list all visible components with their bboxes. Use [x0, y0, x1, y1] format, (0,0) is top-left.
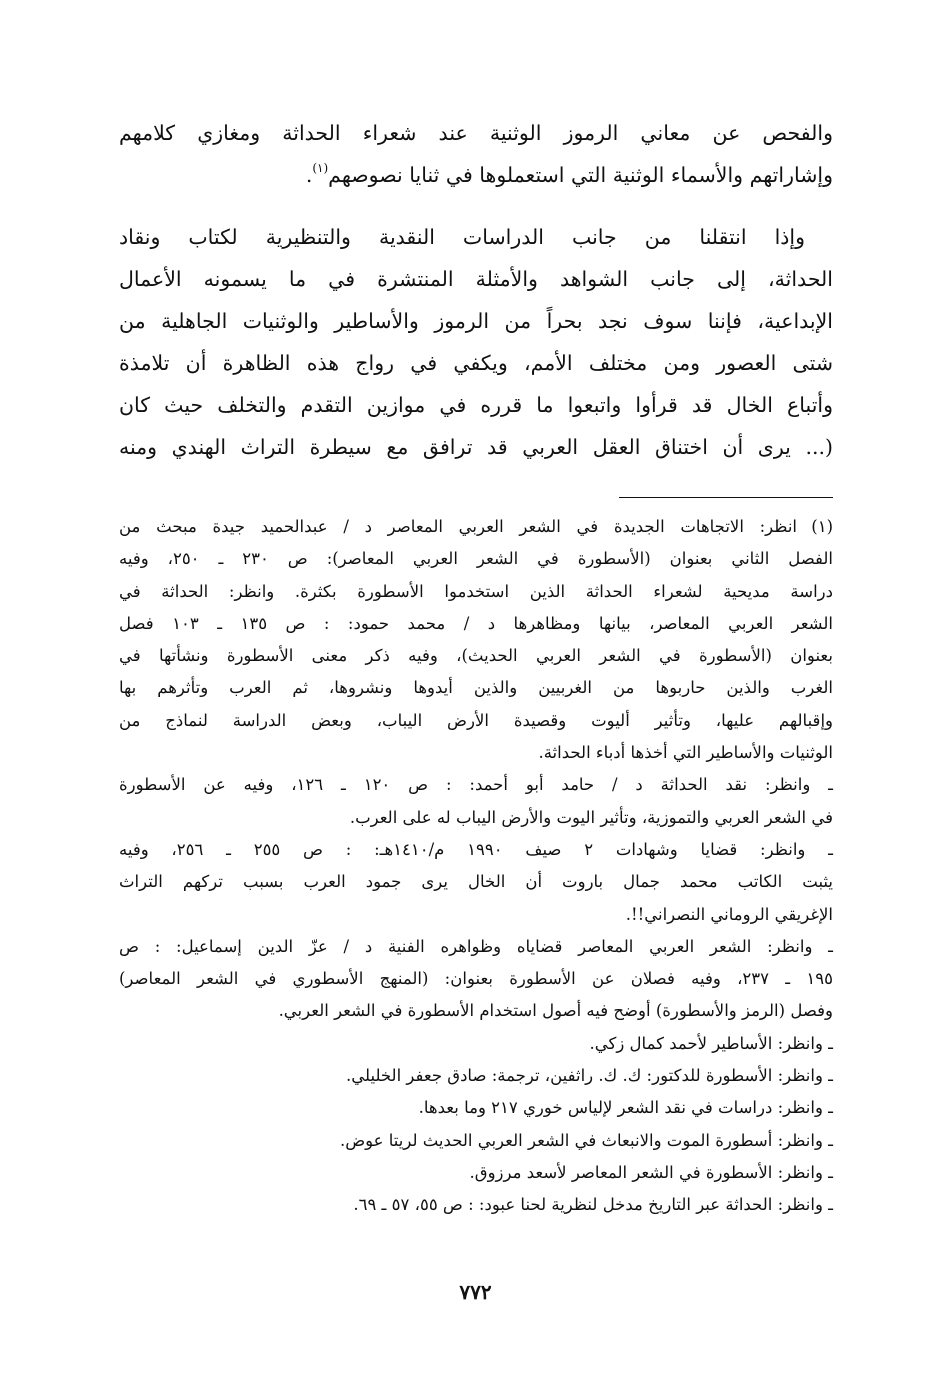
body-line-end: .	[305, 163, 313, 187]
footnote-line: ـ وانظر: الأساطير لأحمد كمال زكي.	[589, 1033, 833, 1053]
page-number: ٧٧٢	[459, 1280, 492, 1304]
footnote-line: دراسة مديحية لشعراء الحداثة الذين استخدموا الأسطورة بكثرة. وانظر: الحداثة في	[119, 581, 833, 601]
footnote-line: الغرب والذين حاربوها من الغربيين والذين أيدوها ونشروها، ثم العرب وتأثرهم بها	[119, 678, 833, 698]
footnote-line: ـ وانظر: الحداثة عبر التاريخ مدخل لنظرية لحنا عبود: : ص ٥٥، ٥٧ ـ ٦٩.	[353, 1195, 833, 1215]
body-line: الحداثة، إلى جانب الشواهد والأمثلة المنتشرة في ما يسمونه الأعمال	[119, 267, 833, 291]
footnote-line: ـ وانظر: الأسطورة للدكتور: ك. ك. راثفين، ترجمة: صادق جعفر الخليلي.	[346, 1066, 833, 1086]
body-line: (... يرى أن اختناق العقل العربي قد ترافق مع سيطرة التراث الهندي ومنه	[119, 435, 833, 459]
body-line: الإبداعية، فإننا سوف نجد بحراً من الرموز والأساطير والوثنيات الجاهلية من	[119, 309, 833, 333]
footnote-line: بعنوان (الأسطورة في الشعر العربي الحديث)، وفيه ذكر معنى الأسطورة ونشأتها في	[119, 646, 833, 666]
main-text	[119, 112, 833, 468]
body-line: والفحص عن معاني الرموز الوثنية عند شعراء الحداثة ومغازي كلامهم	[119, 121, 833, 145]
footnote-line-text: انظر: الاتجاهات الجديدة في الشعر العربي المعاصر د / عبدالحميد جيدة مبحث من	[119, 517, 797, 536]
body-line	[119, 154, 833, 196]
footnote-line: الإغريقي الروماني النصراني!!.	[625, 904, 833, 924]
footnote-line: ـ وانظر: أسطورة الموت والانبعاث في الشعر العربي الحديث لريتا عوض.	[339, 1130, 833, 1150]
footnote-number: (١)	[811, 517, 833, 536]
body-line: وإذا انتقلنا من جانب الدراسات النقدية والتنظيرية لكتاب ونقاد	[119, 225, 805, 249]
footnote-line: ـ وانظر: دراسات في نقد الشعر لإلياس خوري ٢١٧ وما بعدها.	[418, 1098, 833, 1118]
footnote-line: الوثنيات والأساطير التي أخذها أدباء الحداثة.	[538, 743, 833, 763]
footnote-line: ١٩٥ ـ ٢٣٧، وفيه فصلان عن الأسطورة بعنوان: (المنهج الأسطوري في الشعر المعاصر)	[119, 969, 833, 989]
footnote-separator	[619, 497, 833, 498]
footnote-reference: (١)	[312, 161, 329, 175]
footnote-line: ـ وانظر: الشعر العربي المعاصر قضاياه وظواهره الفنية د / عزّ الدين إسماعيل: : ص	[119, 936, 833, 956]
footnotes	[119, 511, 833, 1222]
footnote-line: في الشعر العربي والتموزية، وتأثير اليوت والأرض اليباب له على العرب.	[349, 807, 833, 827]
body-line: شتى العصور ومن مختلف الأمم، ويكفي في رواج هذه الظاهرة أن تلامذة	[119, 351, 833, 375]
footnote-line: وفصل (الرمز والأسطورة) أوضح فيه أصول استخدام الأسطورة في الشعر العربي.	[278, 1001, 833, 1021]
body-line: وأتباع الخال قد قرأوا واتبعوا ما قرره في موازين التقدم والتخلف حيث كان	[119, 393, 833, 417]
footnote-line: ـ وانظر: نقد الحداثة د / حامد أبو أحمد: : ص ١٢٠ ـ ١٢٦، وفيه عن الأسطورة	[119, 775, 833, 795]
footnote-line: الفصل الثاني بعنوان (الأسطورة في الشعر العربي المعاصر): ص ٢٣٠ ـ ٢٥٠، وفيه	[119, 549, 833, 569]
footnote-line	[119, 511, 833, 543]
footnote-line: وإقبالهم عليها، وتأثير أليوت وقصيدة الأرض اليباب، وبعض الدراسة لنماذج من	[119, 710, 833, 730]
body-line-text: وإشاراتهم والأسماء الوثنية التي استعملوها في ثنايا نصوصهم	[328, 163, 833, 187]
footnote-line: ـ وانظر: قضايا وشهادات ٢ صيف ١٩٩٠ م/١٤١٠هـ: : ص ٢٥٥ ـ ٢٥٦، وفيه	[119, 839, 833, 859]
footnote-line: يثبت الكاتب محمد جمال باروت أن الخال يرى جمود العرب بسبب تركهم التراث	[119, 872, 833, 892]
footnote-line: الشعر العربي المعاصر، بيانها ومظاهرها د / محمد حمود: : ص ١٣٥ ـ ١٠٣ فصل	[119, 613, 834, 633]
footnote-line: ـ وانظر: الأسطورة في الشعر المعاصر لأسعد مرزوق.	[469, 1162, 833, 1182]
